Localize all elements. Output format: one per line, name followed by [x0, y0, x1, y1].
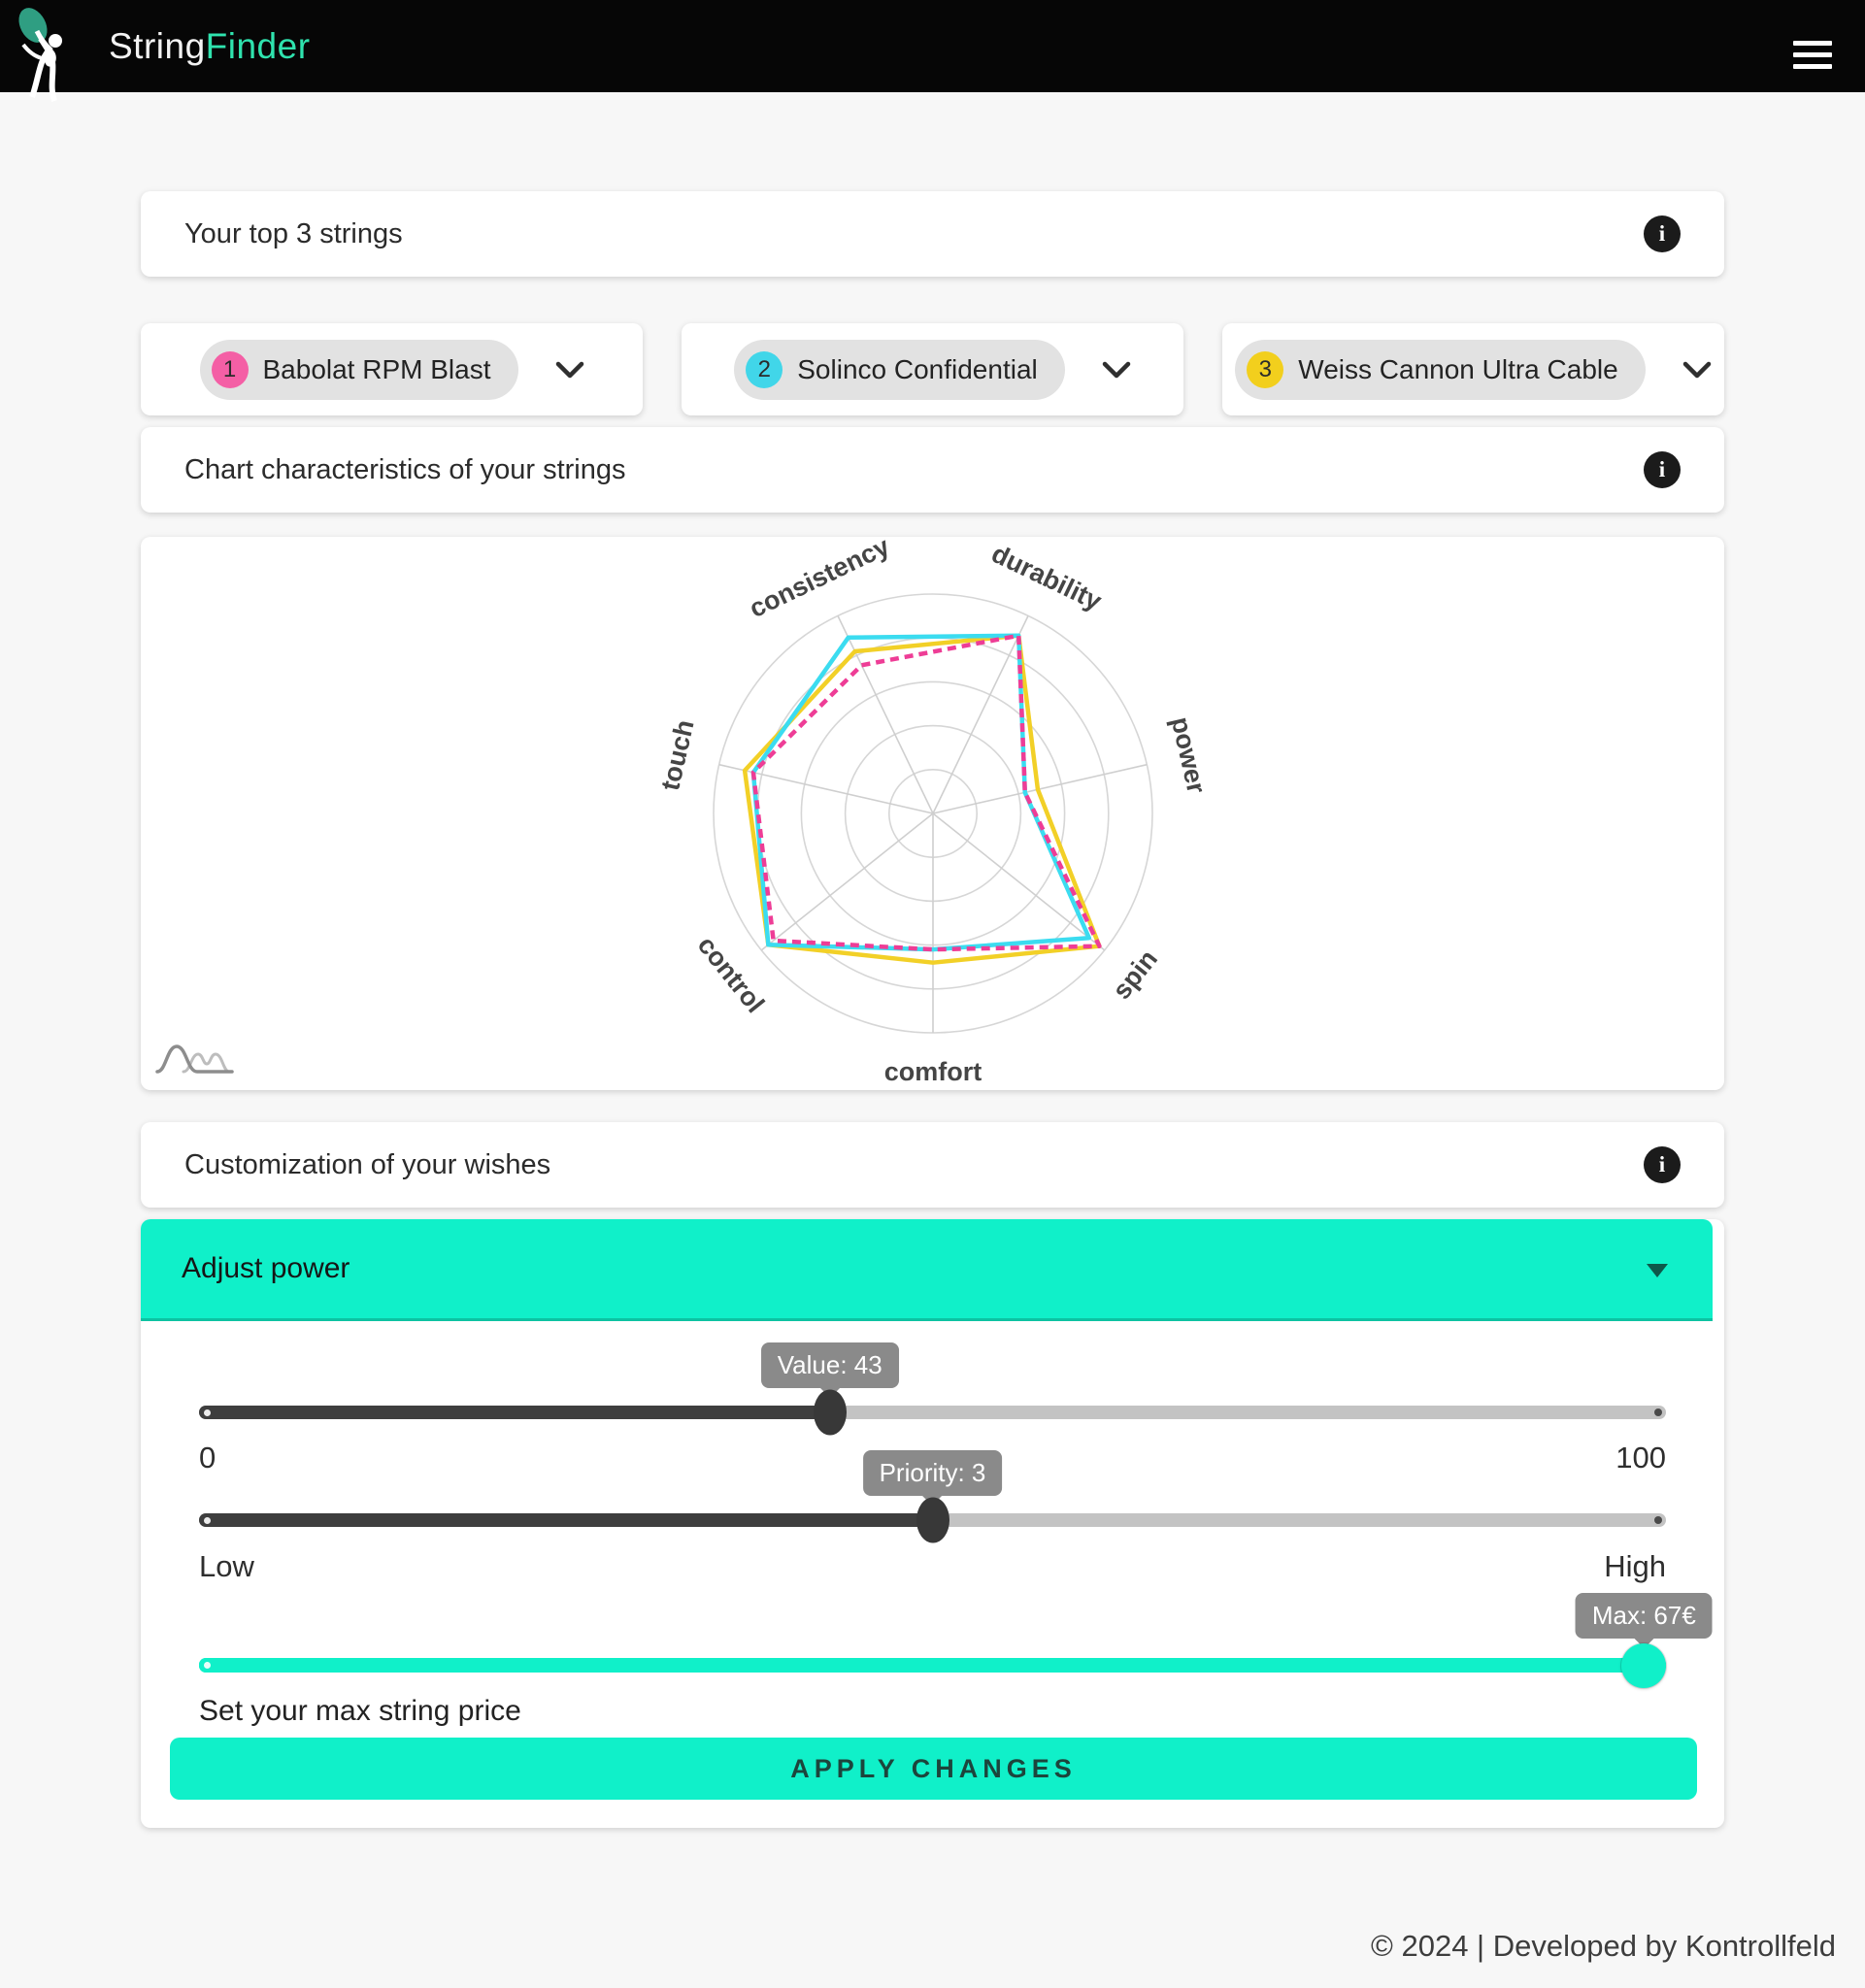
string-dropdown-2[interactable] [682, 323, 1183, 415]
radar-chart [141, 531, 1724, 1090]
max-price-slider[interactable] [199, 1658, 1666, 1673]
radar-chart-card [141, 531, 1724, 1090]
footer-credit: © 2024 | Developed by Kontrollfeld [1371, 1929, 1836, 1963]
string-pill-3 [1235, 340, 1645, 400]
rank-badge-3: 3 [1247, 351, 1283, 388]
priority-slider-handle[interactable] [916, 1498, 949, 1543]
value-slider[interactable] [199, 1406, 1666, 1419]
customization-panel [141, 1219, 1724, 1828]
string-name-3: Weiss Cannon Ultra Cable [1298, 353, 1618, 384]
string-dropdown-3[interactable] [1222, 323, 1724, 415]
customization-header-card [141, 1122, 1724, 1208]
chart-header-card [141, 427, 1724, 513]
chevron-down-icon[interactable] [555, 360, 584, 380]
chart-watermark-icon [154, 1039, 244, 1082]
value-max-label: 100 [1615, 1441, 1666, 1474]
chevron-down-icon[interactable] [1102, 360, 1131, 380]
string-pill-1 [200, 340, 518, 400]
svg-text:comfort: comfort [883, 1057, 982, 1087]
tennis-player-logo [10, 2, 80, 105]
priority-low-label: Low [199, 1549, 254, 1583]
brand-title [109, 26, 311, 67]
top-strings-header-card [141, 191, 1724, 277]
max-price-slider-handle[interactable] [1621, 1643, 1666, 1688]
info-icon[interactable]: i [1644, 1146, 1681, 1183]
rank-badge-2: 2 [746, 351, 783, 388]
string-pill-2 [734, 340, 1065, 400]
apply-changes-button[interactable]: APPLY CHANGES [170, 1738, 1697, 1800]
caret-down-icon [1647, 1264, 1668, 1277]
chart-section-title: Chart characteristics of your strings [184, 453, 626, 485]
brand-finder: Finder [205, 25, 311, 66]
priority-slider-labels [199, 1549, 1666, 1584]
top-strings-row [141, 323, 1724, 415]
string-dropdown-1[interactable] [141, 323, 643, 415]
value-slider-handle[interactable] [814, 1390, 847, 1436]
svg-text:power: power [1165, 713, 1212, 797]
svg-text:spin: spin [1107, 944, 1164, 1005]
value-min-label: 0 [199, 1441, 216, 1474]
customization-title: Customization of your wishes [184, 1148, 551, 1180]
brand-string: String [109, 25, 206, 66]
chevron-down-icon[interactable] [1682, 360, 1712, 380]
info-icon[interactable]: i [1644, 215, 1681, 252]
priority-high-label: High [1604, 1549, 1666, 1583]
max-price-tooltip: Max: 67€ [1576, 1593, 1713, 1639]
svg-text:durability: durability [986, 538, 1107, 616]
adjust-power-accordion[interactable] [141, 1219, 1713, 1321]
priority-tooltip: Priority: 3 [863, 1450, 1003, 1496]
top-strings-title: Your top 3 strings [184, 217, 403, 249]
app-header [0, 0, 1865, 92]
svg-text:consistency: consistency [745, 531, 894, 624]
svg-text:control: control [691, 930, 771, 1019]
priority-slider[interactable] [199, 1513, 1666, 1527]
rank-badge-1: 1 [212, 351, 249, 388]
info-icon[interactable]: i [1644, 451, 1681, 488]
adjust-power-label: Adjust power [182, 1252, 350, 1284]
string-name-2: Solinco Confidential [797, 353, 1038, 384]
svg-text:touch: touch [655, 716, 700, 794]
hamburger-menu-icon[interactable] [1793, 41, 1832, 76]
value-tooltip: Value: 43 [761, 1342, 899, 1388]
max-price-label: Set your max string price [199, 1695, 521, 1727]
string-name-1: Babolat RPM Blast [262, 353, 491, 384]
